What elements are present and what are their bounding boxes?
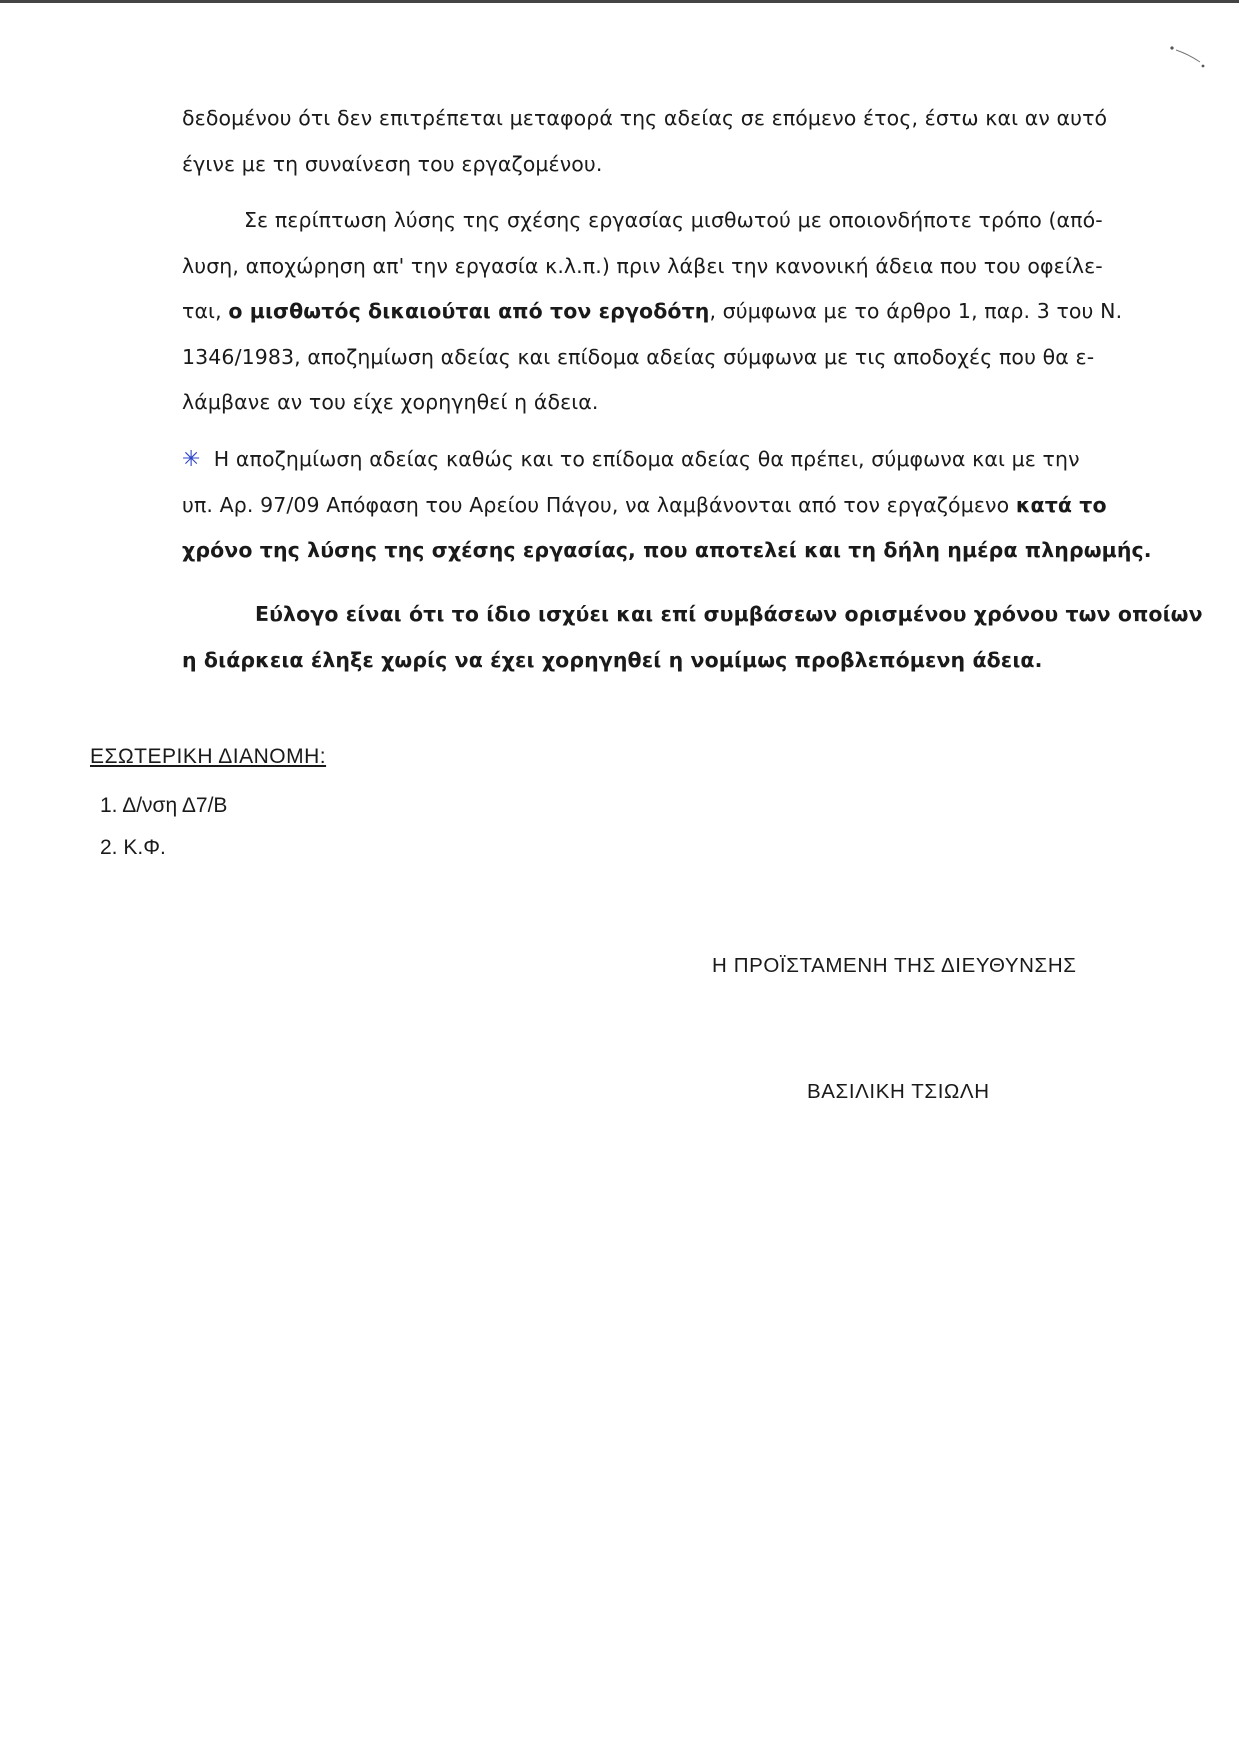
text-line bbox=[182, 483, 1120, 529]
bold-text: χρόνο της λύσης της σχέσης εργασίας, που αποτελεί και τη δήλη ημέρα πληρωμής. bbox=[182, 538, 1152, 562]
distribution-list bbox=[100, 785, 227, 869]
list-item: 1. Δ/νση Δ7/Β bbox=[100, 794, 228, 817]
bold-text: κατά το bbox=[1015, 492, 1107, 517]
paragraph-termination-compensation bbox=[182, 198, 1123, 426]
asterisk-star-icon: ✳ bbox=[182, 447, 201, 472]
text-line bbox=[182, 528, 1152, 574]
text-line: 1346/1983, αποζημίωση αδείας και επίδομα αδείας σύμφωνα με τις αποδοχές που θα ε- bbox=[182, 344, 1095, 369]
scan-top-border bbox=[0, 0, 1239, 3]
text-line: λάμβανε αν του είχε χορηγηθεί η άδεια. bbox=[182, 390, 599, 414]
text-line bbox=[182, 437, 1120, 483]
text-segment: , σύμφωνα με το άρθρο 1, παρ. 3 του Ν. bbox=[709, 299, 1123, 323]
paragraph-leave-transfer bbox=[182, 96, 1120, 187]
text-line bbox=[182, 289, 1123, 335]
text-line: δεδομένου ότι δεν επιτρέπεται μεταφορά της αδείας σε επόμενο έτος, έστω και αν αυτό bbox=[182, 106, 1108, 130]
list-item: 2. Κ.Φ. bbox=[100, 836, 166, 859]
internal-distribution-title: ΕΣΩΤΕΡΙΚΗ ΔΙΑΝΟΜΗ: bbox=[90, 745, 327, 768]
bold-text: ο μισθωτός δικαιούται από τον εργοδότη bbox=[228, 299, 710, 323]
scan-artifact-mark bbox=[1170, 44, 1206, 74]
text-segment: ται, bbox=[182, 299, 222, 323]
paragraph-fixed-term-contracts bbox=[182, 592, 1203, 683]
text-line: λυση, αποχώρηση απ' την εργασία κ.λ.π.) πριν λάβει την κανονική άδεια που του οφείλε- bbox=[182, 253, 1103, 278]
signatory-role: Η ΠΡΟΪΣΤΑΜΕΝΗ ΤΗΣ ΔΙΕΥΘΥΝΣΗΣ bbox=[712, 954, 1077, 977]
signatory-name: ΒΑΣΙΛΙΚΗ ΤΣΙΩΛΗ bbox=[807, 1080, 990, 1103]
text-line: Σε περίπτωση λύσης της σχέσης εργασίας μισθωτού με οποιονδήποτε τρόπο (από- bbox=[244, 208, 1103, 232]
text-line: έγινε με τη συναίνεση του εργαζομένου. bbox=[182, 151, 603, 176]
text-line: Εύλογο είναι ότι το ίδιο ισχύει και επί συμβάσεων ορισμένου χρόνου των οποίων bbox=[255, 602, 1203, 626]
text-segment: υπ. Αρ. 97/09 Απόφαση του Αρείου Πάγου, να λαμβάνονται από τον εργαζόμενο bbox=[182, 492, 1010, 517]
text-segment: Η αποζημίωση αδείας καθώς και το επίδομα αδείας θα πρέπει, σύμφωνα και με την bbox=[213, 447, 1080, 471]
text-line: η διάρκεια έληξε χωρίς να έχει χορηγηθεί η νομίμως προβλεπόμενη άδεια. bbox=[182, 647, 1043, 672]
paragraph-areios-pagos-decision bbox=[182, 437, 1152, 574]
